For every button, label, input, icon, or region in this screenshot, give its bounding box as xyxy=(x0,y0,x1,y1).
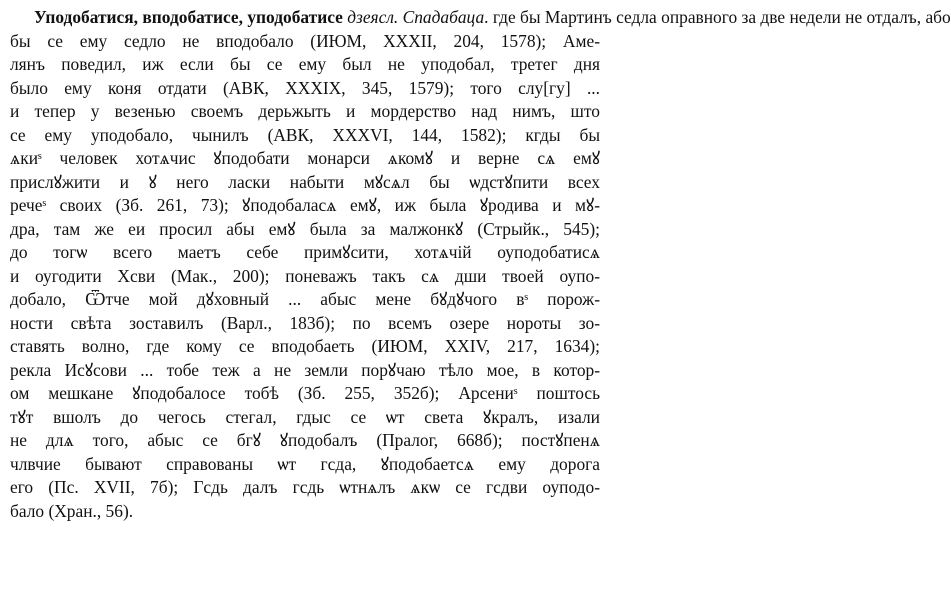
entry-line: дра, там же еи просил абы емꙋ была за малжонкꙋ (Стрыйк., 545); xyxy=(10,218,600,239)
entry-line-1 xyxy=(10,6,951,30)
entry-line: до тогѡ всего маетъ себе примꙋсити, хотѧчій оуподобатисѧ xyxy=(10,242,600,262)
entry-line: не длѧ того, абыс се бгꙋ ꙋподобалъ (Пралог, 668б); постꙋпенѧ xyxy=(10,430,600,450)
entry-line: и тепер у везенью своемъ дерьжыть и мордерство над нимъ, што xyxy=(10,101,600,121)
headword: Уподобатися, вподобатисе, уподобатисе xyxy=(34,7,343,27)
entry-line: его (Пс. XVII, 7б); Гсдь далъ гсдь ѡтнѧлъ ѧкѡ се гсдви оуподо- xyxy=(10,477,600,497)
entry-line: бы се ему седло не вподобало (ИЮМ, XXXII, 204, 1578); Аме- xyxy=(10,30,600,51)
grammar-note: дзеясл. Спадабаца xyxy=(347,7,485,27)
entry-line: бало (Хран., 56). xyxy=(10,500,134,521)
dictionary-entry xyxy=(10,6,951,523)
entry-text-0: . где бы Мартинъ седла оправного за две недели не отдалъ, або xyxy=(484,7,951,27)
entry-line: речеˢ своих (Зб. 261, 73); ꙋподобаласѧ емꙋ, иж была ꙋродива и мꙋ- xyxy=(10,195,600,215)
entry-line: се ему уподобало, чынилъ (АВК, XXXVI, 144, 1582); кгды бы xyxy=(10,124,600,145)
entry-line: лянъ поведил, иж если бы се ему был не уподобал, третег дня xyxy=(10,54,600,74)
entry-line: ѧкиˢ человек хотѧчис ꙋподобати монарси ѧкомꙋ и верне сѧ емꙋ xyxy=(10,148,600,168)
entry-line: ом мешкане ꙋподобалосе тобѣ (Зб. 255, 352б); Арсениˢ поштось xyxy=(10,383,600,403)
entry-line: ности свѣта зоставилъ (Варл., 183б); по всемъ озере нороты зо- xyxy=(10,312,600,333)
entry-line: рекла Исꙋсови ... тобе теж а не земли порꙋчаю тѣло мое, в котор- xyxy=(10,359,600,380)
entry-line: добало, Ѿтче мой дꙋховный ... абыс мене бꙋдꙋчого вˢ порож- xyxy=(10,289,600,309)
entry-line: ставять волно, где кому се вподобаеть (ИЮМ, XXIV, 217, 1634); xyxy=(10,336,600,356)
entry-line: члвчие бывают справованы ѡт гсда, ꙋподобаетсѧ ему дорога xyxy=(10,453,600,474)
entry-line: прислꙋжити и ꙋ него ласки набыти мꙋсѧл бы ѡдстꙋпити всех xyxy=(10,171,600,192)
entry-line: и оугодити Хсви (Мак., 200); поневажъ такъ сѧ дши твоей оупо- xyxy=(10,265,600,286)
entry-line: было ему коня отдати (АВК, XXXIX, 345, 1579); того слу[гу] ... xyxy=(10,77,600,98)
entry-line: тꙋт вшолъ до чегось стегал, гдыс се ѡт света ꙋкралъ, изали xyxy=(10,406,600,427)
